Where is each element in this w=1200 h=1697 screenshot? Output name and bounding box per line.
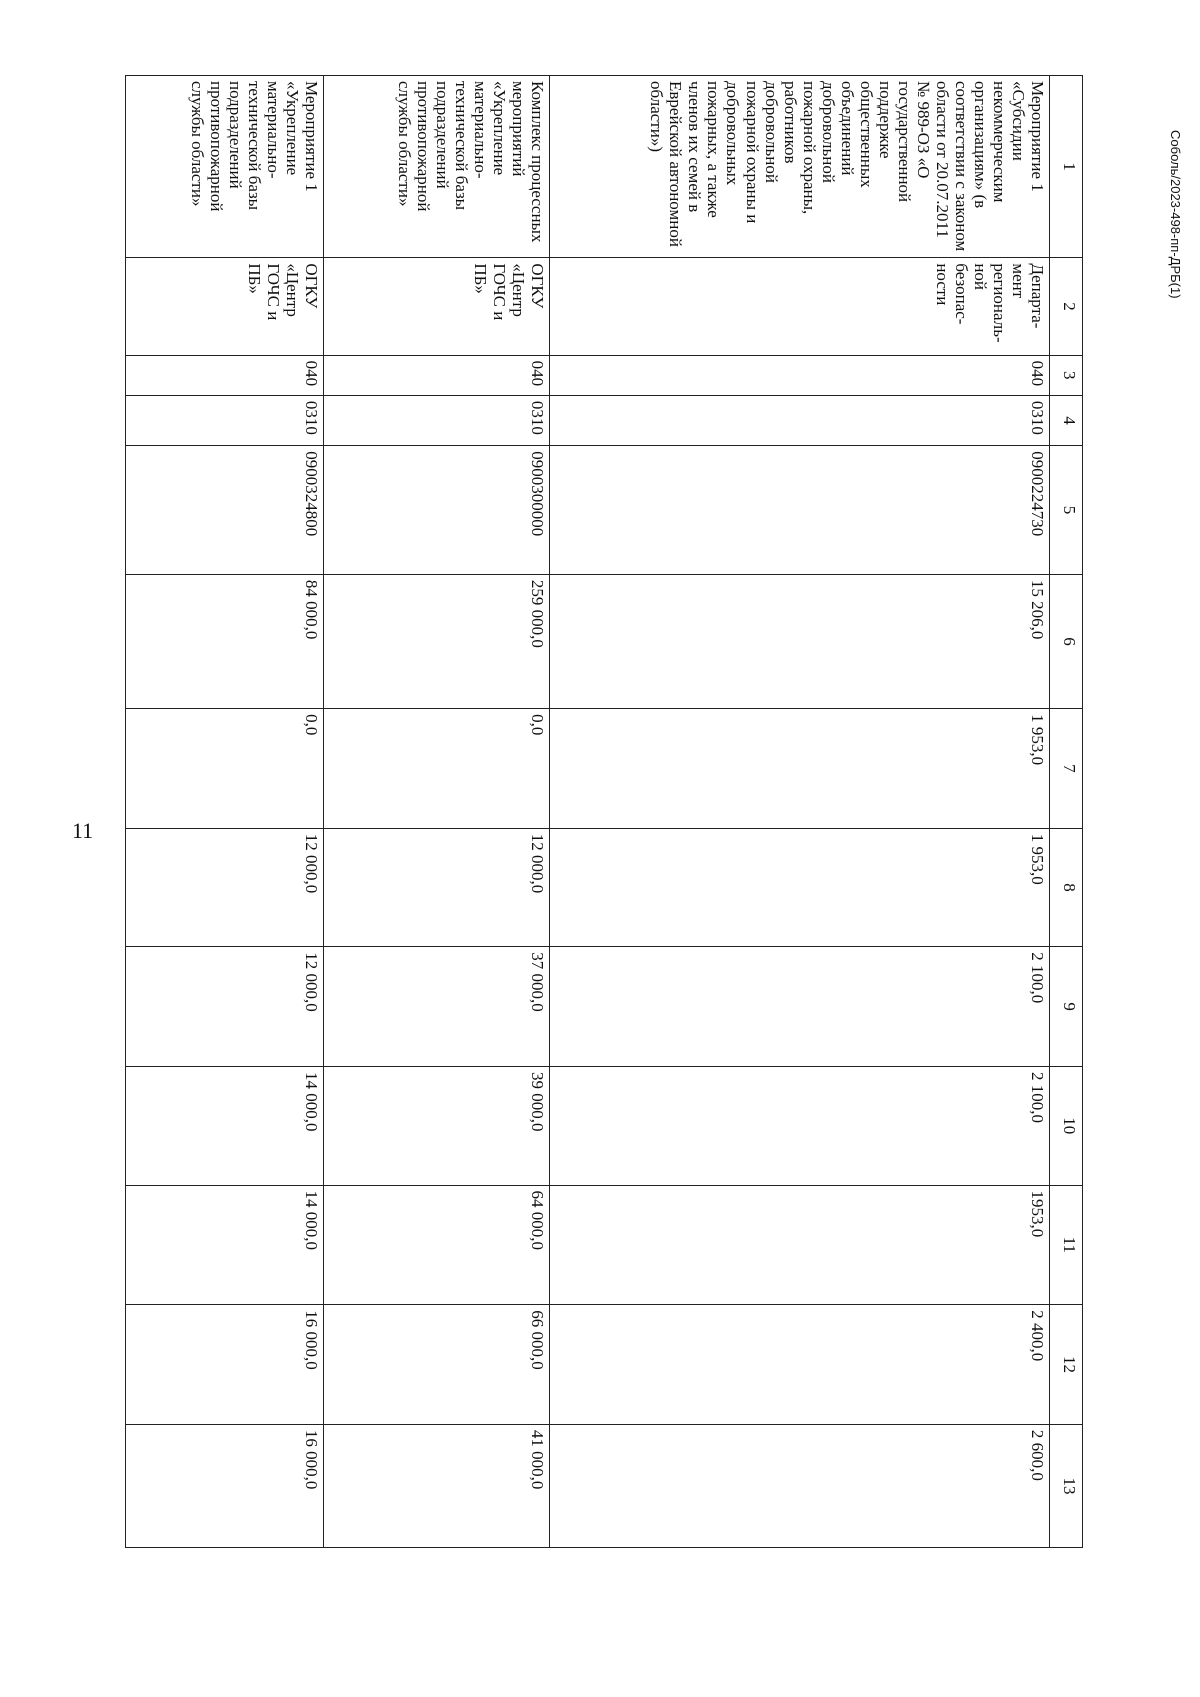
cell-code-rzpr: 0310	[126, 395, 324, 445]
col-header-8: 8	[1050, 828, 1083, 947]
cell-measure-name: Мероприятие 1 «Субсидии некоммерческим организациям» (в соответствии с законом области от 20.07.2011 № 989-ОЗ «О государственной поддержке общественных объединений добровольной пожарной охраны, работников добровольной пожарной охраны и добровольных пожарных, а также членов их семей в Еврейской автономной области»)	[549, 76, 1049, 258]
table-row	[324, 76, 550, 1548]
col-header-10: 10	[1050, 1066, 1083, 1185]
cell-year-value: 41 000,0	[324, 1424, 550, 1547]
col-header-1: 1	[1050, 76, 1083, 258]
col-header-4: 4	[1050, 395, 1083, 445]
cell-executor: ОГКУ «Центр ГОЧС и ПБ»	[324, 258, 550, 355]
col-header-2: 2	[1050, 258, 1083, 355]
cell-year-value: 12 000,0	[126, 828, 324, 947]
cell-code-grbs: 040	[549, 355, 1049, 395]
cell-year-value: 14 000,0	[126, 1066, 324, 1185]
cell-year-value: 12 000,0	[126, 947, 324, 1067]
cell-code-csr: 0900324800	[126, 446, 324, 575]
cell-year-value: 2 100,0	[549, 947, 1049, 1067]
col-header-5: 5	[1050, 446, 1083, 575]
cell-year-value: 0,0	[324, 709, 550, 829]
cell-year-value: 1 953,0	[549, 828, 1049, 947]
cell-total: 15 206,0	[549, 574, 1049, 708]
cell-code-grbs: 040	[324, 355, 550, 395]
cell-year-value: 14 000,0	[126, 1185, 324, 1305]
cell-year-value: 2 400,0	[549, 1305, 1049, 1425]
col-header-13: 13	[1050, 1424, 1083, 1547]
header-row	[1050, 76, 1083, 1548]
cell-year-value: 1 953,0	[549, 709, 1049, 829]
cell-code-csr: 0900300000	[324, 446, 550, 575]
col-header-12: 12	[1050, 1305, 1083, 1425]
document-code: Соболь/2023-498-пп-ДРБ(1)	[1168, 130, 1183, 299]
cell-year-value: 12 000,0	[324, 828, 550, 947]
cell-executor: ОГКУ «Центр ГОЧС и ПБ»	[126, 258, 324, 355]
col-header-9: 9	[1050, 947, 1083, 1067]
cell-code-rzpr: 0310	[549, 395, 1049, 445]
col-header-7: 7	[1050, 709, 1083, 829]
cell-year-value: 2 100,0	[549, 1066, 1049, 1185]
page-number: 11	[72, 818, 94, 843]
cell-year-value: 2 600,0	[549, 1424, 1049, 1547]
col-header-3: 3	[1050, 355, 1083, 395]
cell-code-grbs: 040	[126, 355, 324, 395]
cell-year-value: 16 000,0	[126, 1305, 324, 1425]
cell-year-value: 1953,0	[549, 1185, 1049, 1305]
cell-executor: Департа-мент региональ-ной безопас-ности	[549, 258, 1049, 355]
cell-year-value: 39 000,0	[324, 1066, 550, 1185]
cell-total: 84 000,0	[126, 574, 324, 708]
rotated-table-wrapper	[125, 75, 1083, 1548]
table-row	[549, 76, 1049, 1548]
budget-table	[125, 75, 1083, 1548]
col-header-6: 6	[1050, 574, 1083, 708]
cell-year-value: 37 000,0	[324, 947, 550, 1067]
table-row	[126, 76, 324, 1548]
cell-measure-name: Комплекс процессных мероприятий «Укрепление материально-технической базы подразделений противопожарной службы области»	[324, 76, 550, 258]
cell-code-csr: 0900224730	[549, 446, 1049, 575]
cell-measure-name: Мероприятие 1 «Укрепление материально-технической базы подразделений противопожарной службы области»	[126, 76, 324, 258]
cell-year-value: 66 000,0	[324, 1305, 550, 1425]
cell-year-value: 16 000,0	[126, 1424, 324, 1547]
cell-year-value: 0,0	[126, 709, 324, 829]
cell-code-rzpr: 0310	[324, 395, 550, 445]
cell-year-value: 64 000,0	[324, 1185, 550, 1305]
cell-total: 259 000,0	[324, 574, 550, 708]
col-header-11: 11	[1050, 1185, 1083, 1305]
